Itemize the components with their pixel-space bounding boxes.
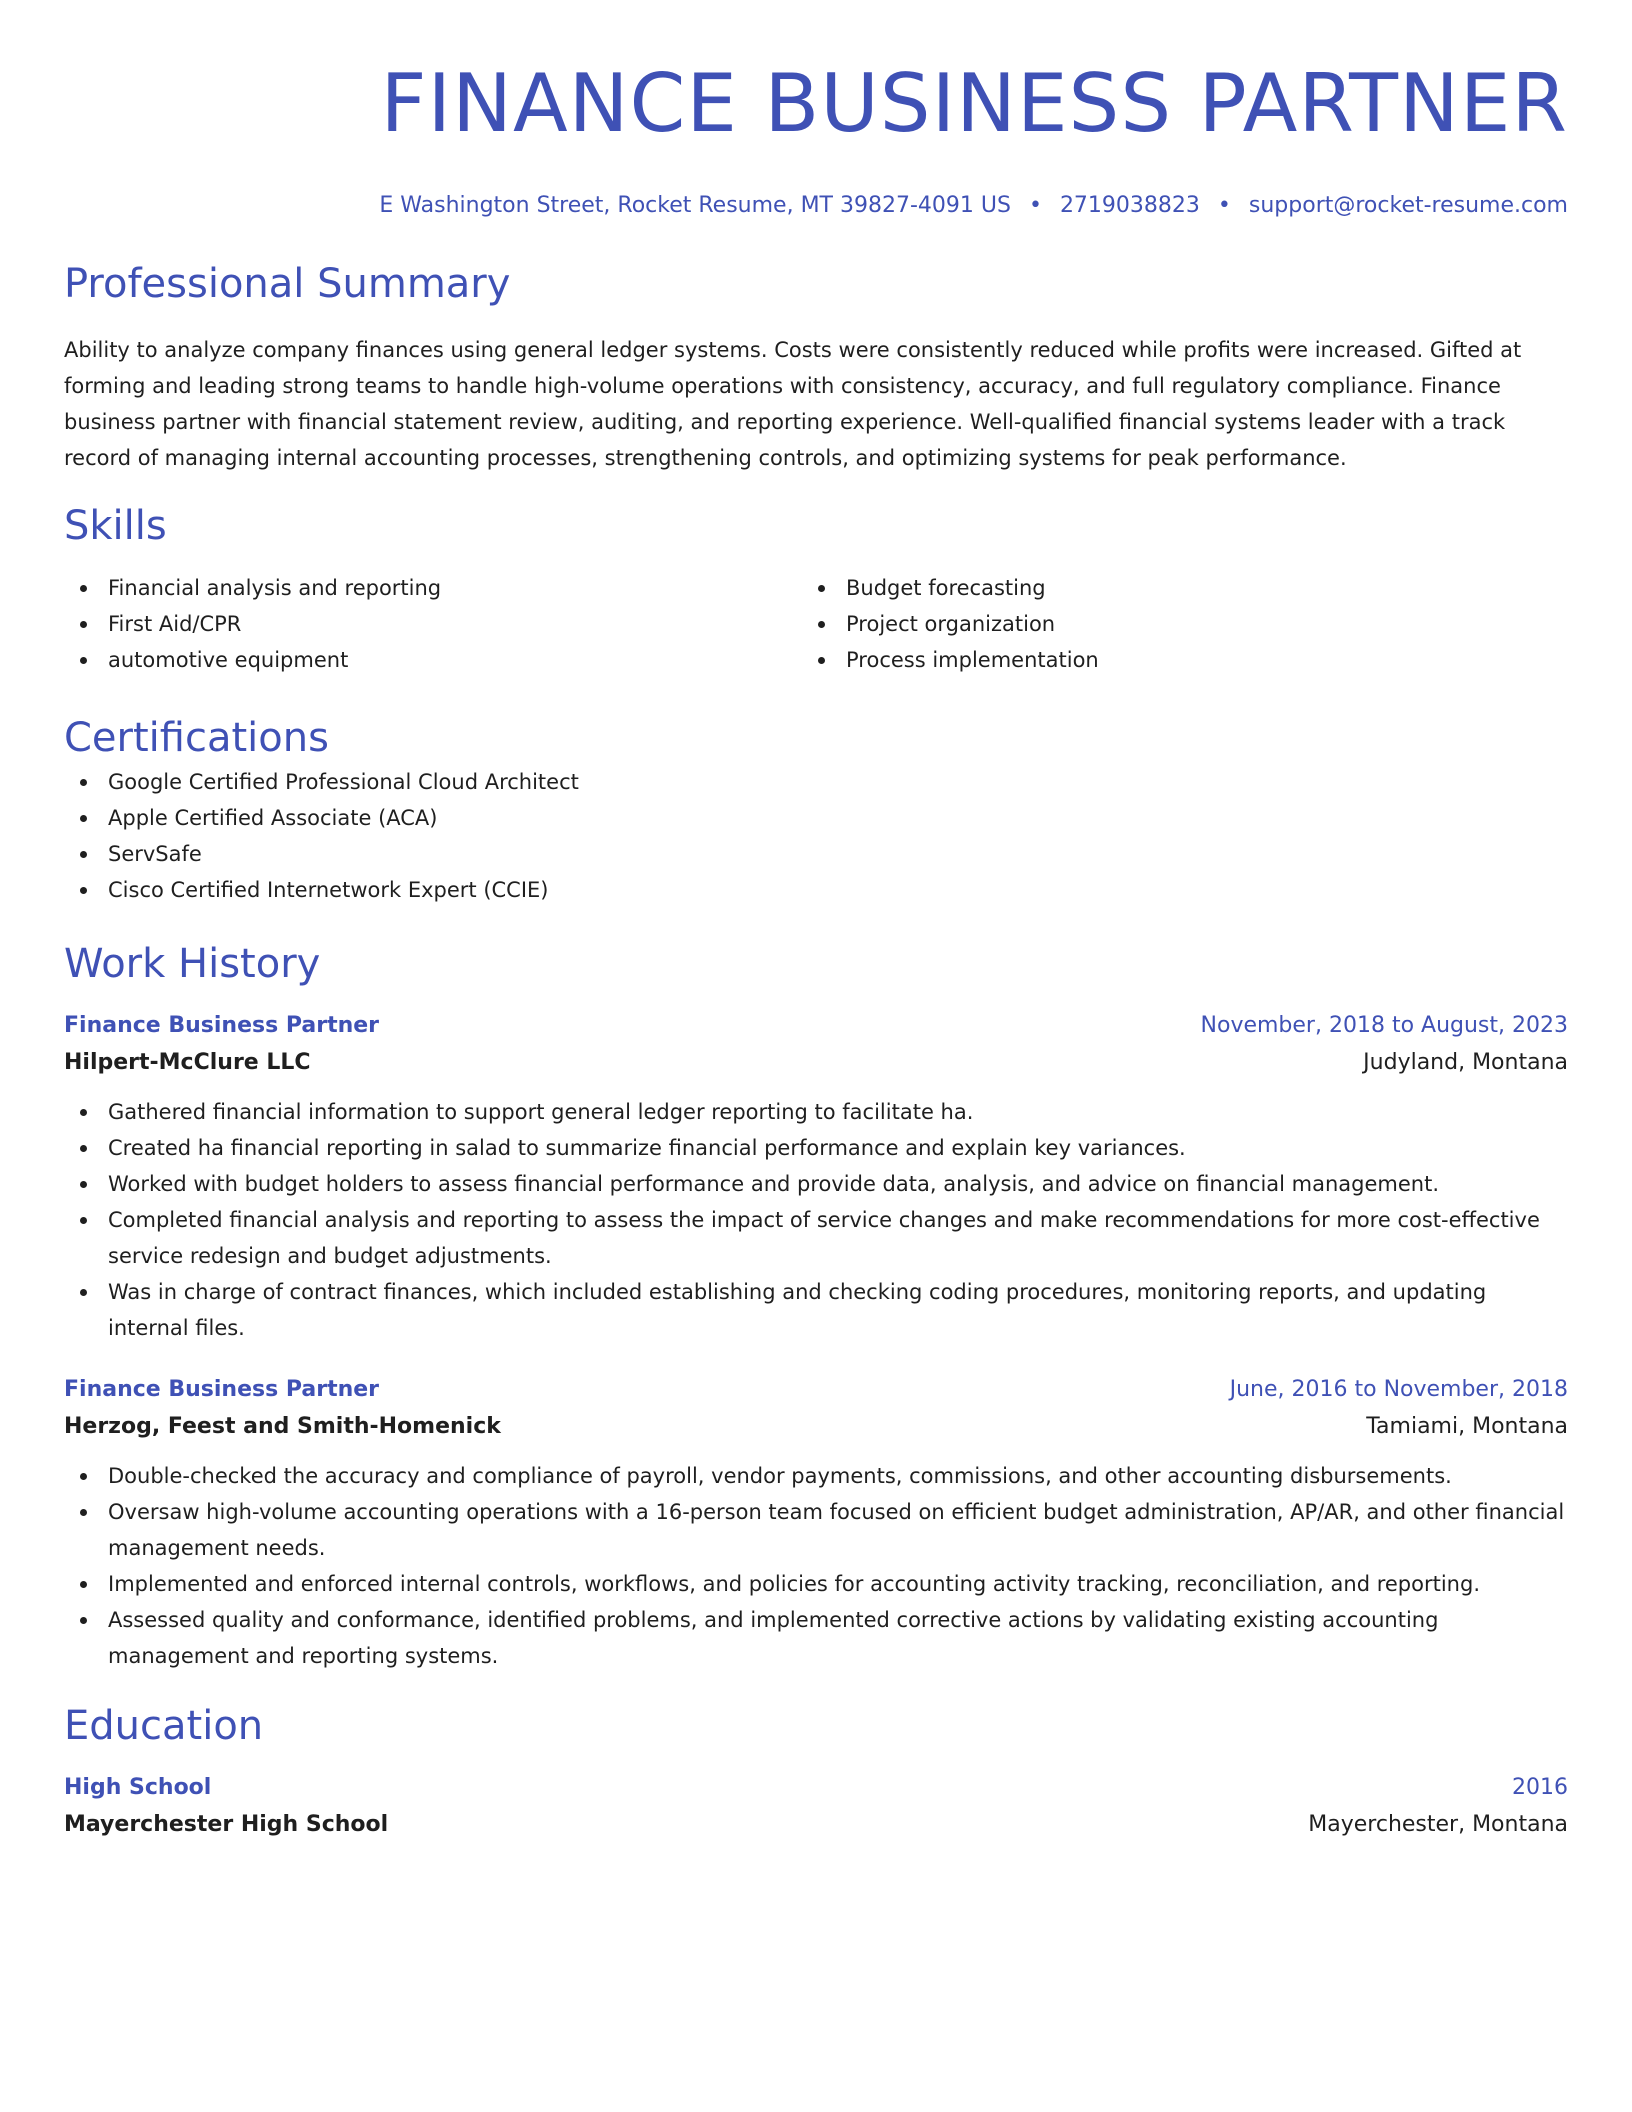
summary-heading: Professional Summary [64,261,511,307]
contact-separator: • [1028,193,1042,218]
certifications-section [64,712,1568,908]
job-company: Hilpert-McClure LLC [64,1050,311,1075]
certifications-heading: Certifications [64,715,329,761]
job-duty-item: Oversaw high-volume accounting operations with a 16-person team focused on efficient budget administration, AP/AR, and other financial management needs. [64,1494,1568,1566]
education-location: Mayerchester, Montana [1308,1812,1568,1837]
job-duty-item: Created ha financial reporting in salad to summarize financial performance and explain key variances. [64,1130,1568,1166]
skills-columns [64,570,1568,678]
job-title-row [64,1008,1568,1044]
education-section [64,1700,1568,1844]
contact-phone: 2719038823 [1059,193,1200,218]
job-duty-item: Was in charge of contract finances, which included establishing and checking coding procedures, monitoring reports, and updating internal files. [64,1274,1568,1346]
job-entry [64,1008,1568,1346]
job-title: Finance Business Partner [64,1377,380,1402]
skills-list-left [64,570,802,678]
job-company: Herzog, Feest and Smith-Homenick [64,1414,501,1439]
summary-text: Ability to analyze company finances using general ledger systems. Costs were consistently reduced while profits were increased. Gifted at forming and leading strong teams to handle high-volume operations with consistency, accuracy, and full regulatory compliance. Finance business partner with financial statement review, auditing, and reporting experience. Well-qualified financial systems leader with a track record of managing internal accounting processes, strengthening controls, and optimizing systems for peak performance. [64,338,1522,470]
certifications-list [64,764,1568,908]
job-duty-item: Completed financial analysis and reporting to assess the impact of service changes and make recommendations for more cost-effective service redesign and budget adjustments. [64,1202,1568,1274]
job-company-row [64,1408,1568,1446]
education-school-row [64,1806,1568,1844]
job-duty-item: Worked with budget holders to assess financial performance and provide data, analysis, and advice on financial management. [64,1166,1568,1202]
contact-email: support@rocket-resume.com [1248,193,1568,218]
contact-separator: • [1217,193,1231,218]
job-dates: November, 2018 to August, 2023 [1200,1013,1568,1038]
contact-address: E Washington Street, Rocket Resume, MT 39827-4091 US [379,193,1011,218]
skill-item: automotive equipment [64,642,802,678]
skill-item: Process implementation [802,642,1540,678]
work-history-section [64,938,1568,1674]
work-history-heading: Work History [64,941,321,987]
skill-item: First Aid/CPR [64,606,802,642]
education-degree: High School [64,1775,212,1800]
job-location: Judyland, Montana [1363,1050,1568,1075]
education-school: Mayerchester High School [64,1812,389,1837]
resume-header [64,56,1568,220]
resume-name: FINANCE BUSINESS PARTNER [380,57,1568,150]
job-duty-item: Double-checked the accuracy and compliance of payroll, vendor payments, commissions, and other accounting disbursements. [64,1458,1568,1494]
job-title: Finance Business Partner [64,1013,380,1038]
skill-item: Financial analysis and reporting [64,570,802,606]
skills-list-right [802,570,1540,678]
job-title-row [64,1372,1568,1408]
education-year: 2016 [1512,1775,1568,1800]
certification-item: Cisco Certified Internetwork Expert (CCIE) [64,872,1568,908]
job-location: Tamiami, Montana [1366,1414,1568,1439]
education-entry [64,1770,1568,1844]
job-duties-list [64,1094,1568,1346]
certification-item: ServSafe [64,836,1568,872]
job-duties-list [64,1458,1568,1674]
job-company-row [64,1044,1568,1082]
skill-item: Project organization [802,606,1540,642]
skills-heading: Skills [64,503,167,549]
education-degree-row [64,1770,1568,1806]
job-dates: June, 2016 to November, 2018 [1229,1377,1568,1402]
job-entry [64,1372,1568,1674]
certification-item: Google Certified Professional Cloud Architect [64,764,1568,800]
skills-section [64,500,1568,678]
summary-section [64,258,1568,476]
certification-item: Apple Certified Associate (ACA) [64,800,1568,836]
skill-item: Budget forecasting [802,570,1540,606]
job-duty-item: Implemented and enforced internal controls, workflows, and policies for accounting activity tracking, reconciliation, and reporting. [64,1566,1568,1602]
contact-line [64,192,1568,220]
job-duty-item: Gathered financial information to support general ledger reporting to facilitate ha. [64,1094,1568,1130]
job-duty-item: Assessed quality and conformance, identified problems, and implemented corrective actions by validating existing accounting management and reporting systems. [64,1602,1568,1674]
education-heading: Education [64,1703,264,1749]
